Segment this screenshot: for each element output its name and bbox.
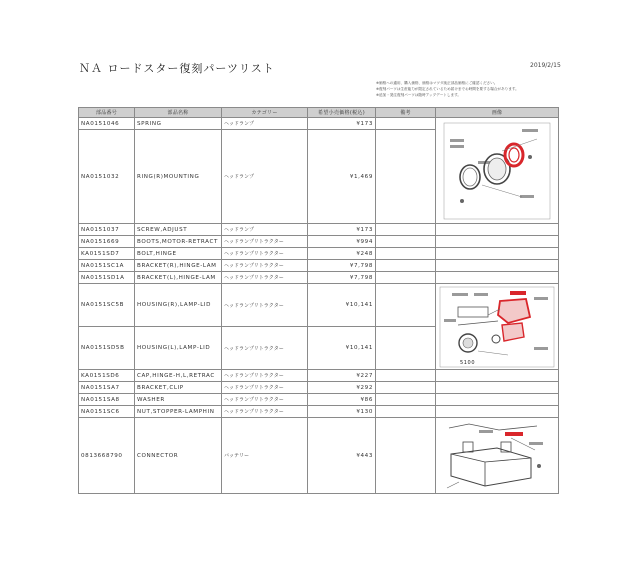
part-price: ¥443 [308, 418, 376, 494]
part-name: RING(R)MOUNTING [135, 130, 222, 224]
part-category: ヘッドランプリトラクター [222, 272, 308, 284]
part-image-empty [436, 248, 559, 260]
part-remarks [376, 118, 436, 130]
part-remarks [376, 394, 436, 406]
part-remarks [376, 382, 436, 394]
part-category: ヘッドランプリトラクター [222, 248, 308, 260]
housing-diagram-code: 5100 [460, 359, 476, 366]
document-date: 2019/2/15 [530, 62, 561, 69]
part-remarks [376, 236, 436, 248]
part-price: ¥7,798 [308, 260, 376, 272]
part-price: ¥292 [308, 382, 376, 394]
table-row [79, 224, 559, 236]
lamp-housing-diagram [436, 284, 559, 370]
part-name: CAP,HINGE-H,L,RETRAC [135, 370, 222, 382]
part-name: WASHER [135, 394, 222, 406]
part-image-empty [436, 382, 559, 394]
part-image-empty [436, 406, 559, 418]
part-number: KA0151SD6 [79, 370, 135, 382]
part-remarks [376, 260, 436, 272]
table-row [79, 418, 559, 494]
part-number: NA0151SC1A [79, 260, 135, 272]
table-row [79, 284, 559, 327]
part-price: ¥173 [308, 118, 376, 130]
table-row [79, 272, 559, 284]
part-price: ¥173 [308, 224, 376, 236]
part-name: BRACKET,CLIP [135, 382, 222, 394]
part-name: BRACKET(R),HINGE-LAM [135, 260, 222, 272]
header-part-name: 部品名称 [135, 108, 222, 118]
part-price: ¥248 [308, 248, 376, 260]
part-category: ヘッドランプリトラクター [222, 394, 308, 406]
battery-connector-diagram-svg [439, 420, 555, 492]
part-category: ヘッドランプリトラクター [222, 327, 308, 370]
part-category: ヘッドランプ [222, 130, 308, 224]
part-remarks [376, 224, 436, 236]
part-remarks [376, 418, 436, 494]
part-price: ¥227 [308, 370, 376, 382]
part-number: NA0151669 [79, 236, 135, 248]
part-name: NUT,STOPPER-LAMPHIN [135, 406, 222, 418]
part-price: ¥10,141 [308, 327, 376, 370]
part-name: BOOTS,MOTOR-RETRACT [135, 236, 222, 248]
part-remarks [376, 130, 436, 224]
part-remarks [376, 370, 436, 382]
table-row [79, 236, 559, 248]
part-price: ¥1,469 [308, 130, 376, 224]
table-row [79, 370, 559, 382]
table-header-row [79, 108, 559, 118]
part-number: NA0151032 [79, 130, 135, 224]
lamp-housing-diagram-svg [438, 285, 556, 369]
part-category: ヘッドランプリトラクター [222, 370, 308, 382]
part-number: NA0151SA8 [79, 394, 135, 406]
part-name: BRACKET(L),HINGE-LAM [135, 272, 222, 284]
part-number: NA0151SC5B [79, 284, 135, 327]
battery-connector-diagram [436, 418, 559, 494]
part-image-empty [436, 370, 559, 382]
table-row [79, 118, 559, 130]
part-number: KA0151SD7 [79, 248, 135, 260]
table-row [79, 382, 559, 394]
part-number: NA0151SD5B [79, 327, 135, 370]
part-price: ¥10,141 [308, 284, 376, 327]
headlamp-ring-diagram [436, 118, 559, 224]
part-number: 0813668790 [79, 418, 135, 494]
part-category: ヘッドランプ [222, 118, 308, 130]
part-number: NA0151SA7 [79, 382, 135, 394]
part-name: HOUSING(L),LAMP-LID [135, 327, 222, 370]
part-category: バッテリー [222, 418, 308, 494]
header-part-number: 部品番号 [79, 108, 135, 118]
part-number: NA0151SC6 [79, 406, 135, 418]
part-image-empty [436, 224, 559, 236]
part-price: ¥994 [308, 236, 376, 248]
part-name: CONNECTOR [135, 418, 222, 494]
part-category: ヘッドランプリトラクター [222, 382, 308, 394]
part-number: NA0151SD1A [79, 272, 135, 284]
part-name: BOLT,HINGE [135, 248, 222, 260]
part-image-empty [436, 394, 559, 406]
part-image-empty [436, 260, 559, 272]
page-title: ＮＡ ロードスター復刻パーツリスト [79, 62, 275, 75]
table-row [79, 260, 559, 272]
part-price: ¥86 [308, 394, 376, 406]
header-category: カテゴリー [222, 108, 308, 118]
part-price: ¥130 [308, 406, 376, 418]
part-image-empty [436, 272, 559, 284]
part-name: HOUSING(R),LAMP-LID [135, 284, 222, 327]
part-name: SCREW,ADJUST [135, 224, 222, 236]
table-row [79, 248, 559, 260]
part-remarks [376, 248, 436, 260]
part-category: ヘッドランプリトラクター [222, 236, 308, 248]
table-row [79, 406, 559, 418]
part-category: ヘッドランプリトラクター [222, 260, 308, 272]
note-line: ※価格への適用、購入価格、価格はマツダ純正部品価格にご確認ください。 [376, 81, 498, 85]
part-remarks [376, 284, 436, 327]
header-remarks: 備考 [376, 108, 436, 118]
part-category: ヘッドランプ [222, 224, 308, 236]
part-price: ¥7,798 [308, 272, 376, 284]
part-category: ヘッドランプリトラクター [222, 284, 308, 327]
part-remarks [376, 272, 436, 284]
note-line: ※復刻パーツは生産能力が限定されているため届けまでお時間を要する場合があります。 [376, 87, 519, 91]
part-category: ヘッドランプリトラクター [222, 406, 308, 418]
part-number: NA0151046 [79, 118, 135, 130]
part-image-empty [436, 236, 559, 248]
part-remarks [376, 327, 436, 370]
part-number: NA0151037 [79, 224, 135, 236]
part-remarks [376, 406, 436, 418]
notes-block [376, 80, 576, 98]
table-row [79, 394, 559, 406]
headlamp-ring-diagram-svg [442, 121, 552, 221]
note-line: ※追加・発注復刻パーツは随時アップデートします。 [376, 93, 461, 97]
header-price: 希望小売価格(税込) [308, 108, 376, 118]
parts-table [78, 107, 559, 494]
part-name: SPRING [135, 118, 222, 130]
header-image: 画像 [436, 108, 559, 118]
